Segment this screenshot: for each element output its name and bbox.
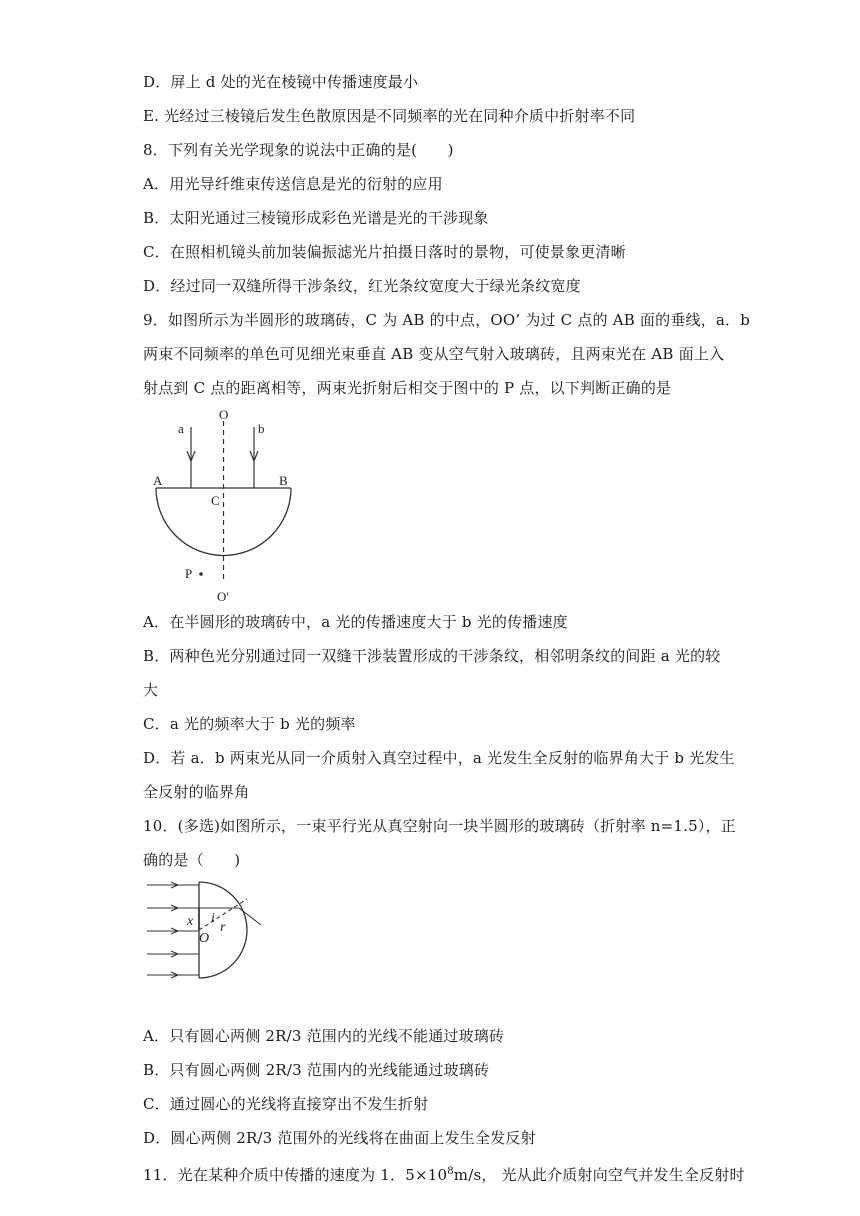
label-C: C bbox=[211, 493, 220, 508]
q9-option-d-line2: 全反射的临界角 bbox=[143, 783, 250, 801]
label-B: B bbox=[279, 473, 288, 488]
q8-option-c: C．在照相机镜头前加装偏振滤光片拍摄日落时的景物，可使景象更清晰 bbox=[143, 243, 626, 261]
q9-stem-line1: 9．如图所示为半圆形的玻璃砖，C 为 AB 的中点，OO’ 为过 C 点的 AB 面的垂线，a．b bbox=[143, 311, 751, 329]
semicircle-glass-figure bbox=[145, 405, 305, 605]
q9-option-c: C．a 光的频率大于 b 光的频率 bbox=[143, 715, 356, 733]
q8-stem: 8．下列有关光学现象的说法中正确的是( ) bbox=[143, 141, 454, 159]
q8-option-d: D．经过同一双缝所得干涉条纹，红光条纹宽度大于绿光条纹宽度 bbox=[143, 277, 581, 295]
q10-option-a: A．只有圆心两侧 2R/3 范围内的光线不能通过玻璃砖 bbox=[143, 1027, 505, 1045]
q11-stem-pre: 11．光在某种介质中传播的速度为 1．5×10 bbox=[143, 1166, 448, 1184]
q7-option-d: D．屏上 d 处的光在棱镜中传播速度最小 bbox=[143, 73, 419, 91]
label-x: x bbox=[187, 914, 194, 929]
label-O-center: O bbox=[199, 931, 210, 946]
q11-exponent: 8 bbox=[447, 1166, 454, 1177]
label-o-prime: O' bbox=[217, 589, 229, 604]
q10-option-c: C．通过圆心的光线将直接穿出不发生折射 bbox=[143, 1095, 429, 1113]
label-a: a bbox=[178, 421, 184, 436]
refracted-ray bbox=[239, 908, 261, 925]
q11-stem-post: m/s， 光从此介质射向空气并发生全反射时 bbox=[453, 1166, 745, 1184]
label-b: b bbox=[258, 421, 265, 436]
parallel-light-figure bbox=[145, 875, 270, 985]
label-i: i bbox=[211, 911, 215, 926]
label-r: r bbox=[220, 920, 226, 935]
point-p-dot bbox=[199, 572, 203, 576]
q8-option-a: A．用光导纤维束传送信息是光的衍射的应用 bbox=[143, 175, 443, 193]
q9-option-b-line2: 大 bbox=[143, 681, 159, 699]
q9-option-b-line1: B．两种色光分别通过同一双缝干涉装置形成的干涉条纹，相邻明条纹的间距 a 光的较 bbox=[143, 647, 721, 665]
q10-stem-line2: 确的是（ ) bbox=[143, 851, 241, 869]
q11-stem bbox=[143, 1162, 745, 1185]
q9-stem-line3: 射点到 C 点的距离相等，两束光折射后相交于图中的 P 点，以下判断正确的是 bbox=[143, 379, 672, 397]
q9-option-d-line1: D．若 a．b 两束光从同一介质射入真空过程中，a 光发生全反射的临界角大于 b 光发生 bbox=[143, 749, 735, 767]
q10-option-d: D．圆心两侧 2R/3 范围外的光线将在曲面上发生全发反射 bbox=[143, 1129, 536, 1147]
label-A: A bbox=[153, 473, 163, 488]
label-o: O bbox=[219, 407, 229, 422]
q8-option-b: B．太阳光通过三棱镜形成彩色光谱是光的干涉现象 bbox=[143, 209, 489, 227]
q7-option-e: E. 光经过三棱镜后发生色散原因是不同频率的光在同种介质中折射率不同 bbox=[143, 107, 636, 125]
q10-stem-line1: 10．(多选)如图所示，一束平行光从真空射向一块半圆形的玻璃砖（折射率 n=1.5），正 bbox=[143, 817, 736, 835]
q9-stem-line2: 两束不同频率的单色可见细光束垂直 AB 变从空气射入玻璃砖，且两束光在 AB 面上入 bbox=[143, 345, 725, 363]
q9-option-a: A．在半圆形的玻璃砖中，a 光的传播速度大于 b 光的传播速度 bbox=[143, 613, 568, 631]
label-P: P bbox=[185, 566, 193, 581]
q10-option-b: B．只有圆心两侧 2R/3 范围内的光线能通过玻璃砖 bbox=[143, 1061, 490, 1079]
